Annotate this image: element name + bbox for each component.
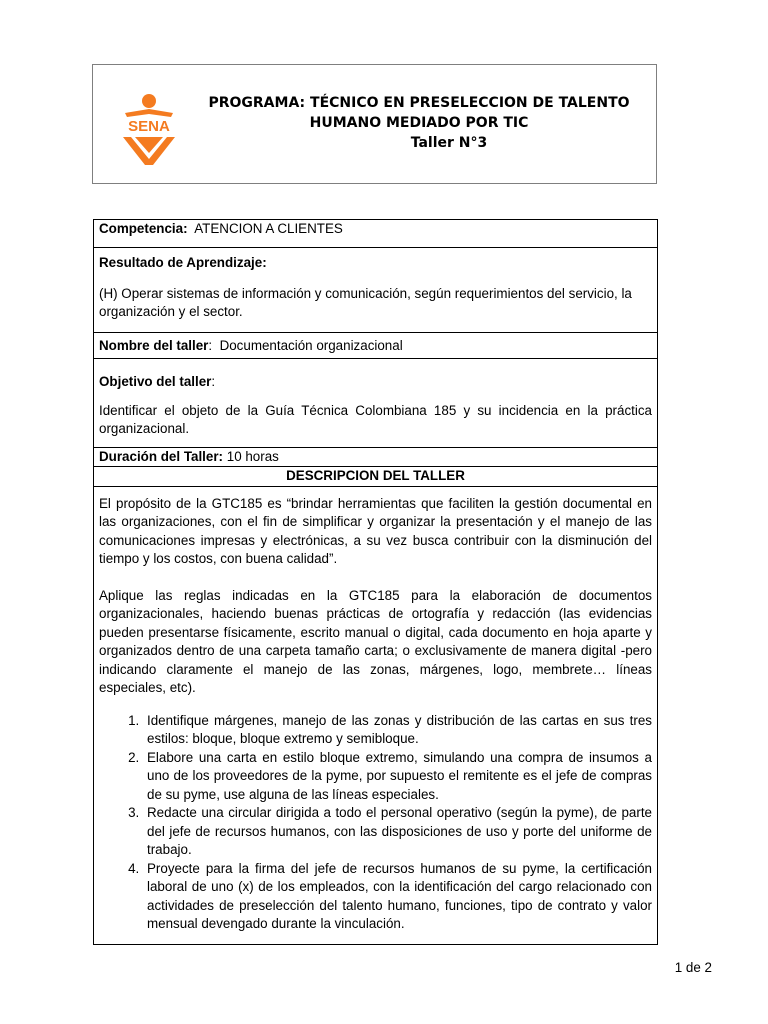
nombre-value: Documentación organizacional [219,337,403,353]
description-paragraph-1: El propósito de la GTC185 es “brindar herramientas que faciliten la gestión documental en las organizaciones, con el fin de simplificar y organizar la presentación y el manejo de las comunicaciones impresas y electrónicas, a su vez busca contribuir con la disminución del tiempo y los costos, con buena calidad”. [99,495,652,566]
objetivo-label: Objetivo del taller [99,374,212,389]
title-line-3: Taller N°3 [410,135,488,151]
row-nombre: Nombre del taller: Documentación organizacional [94,332,658,359]
title-line-2: HUMANO MEDIADO POR TIC [309,115,529,131]
row-resultado [94,248,658,333]
task-list [99,712,652,934]
list-item: 4. Proyecte para la firma del jefe de recursos humanos de su pyme, la certificación laboral de uno (x) de los empleados, con la identificación del cargo relacionado con actividades de preselección del talento humano, funciones, tipo de contrato y valor mensual devengado durante la vinculación. [143,860,652,934]
objetivo-value: Identificar el objeto de la Guía Técnica Colombiana 185 y su incidencia en la práctica organizacional. [99,402,652,436]
competencia-value: ATENCION A CLIENTES [194,221,343,236]
svg-text:SENA: SENA [128,118,170,135]
duracion-value: 10 horas [226,448,279,464]
document-header [92,64,657,184]
descripcion-header: DESCRIPCION DEL TALLER [94,467,658,487]
title-line-1: PROGRAMA: TÉCNICO EN PRESELECCION DE TALENTO [208,95,630,111]
document-title [189,93,649,153]
row-duracion [94,447,658,467]
competencia-label: Competencia: [99,221,188,236]
list-item: 2. Elabore una carta en estilo bloque extremo, simulando una compra de insumos a uno de los proveedores de la pyme, por supuesto el remitente es el jefe de compras de su pyme, use alguna de las líneas especiales. [143,749,652,805]
list-item: 1. Identifique márgenes, manejo de las zonas y distribución de las cartas en sus tres estilos: bloque, bloque extremo y semibloque. [143,712,652,749]
resultado-label: Resultado de Aprendizaje: [99,255,267,270]
workshop-table [93,219,658,945]
page-number: 1 de 2 [674,960,712,975]
row-competencia [94,220,658,248]
nombre-label: Nombre del taller [99,337,209,353]
row-descripcion [94,486,658,944]
description-paragraph-2: Aplique las reglas indicadas en la GTC185 para la elaboración de documentos organizacionales, haciendo buenas prácticas de ortografía y redacción (las evidencias pueden presentarse físicamente, escrito manual o digital, cada documento en hoja aparte y organizados dentro de una carpeta tamaño carta; o exclusivamente de manera digital -pero indicando claramente el manejo de las zonas, márgenes, logo, membrete… líneas especiales, etc). [99,587,652,695]
duracion-label: Duración del Taller: [99,448,224,464]
list-item: 3. Redacte una circular dirigida a todo el personal operativo (según la pyme), de parte del jefe de recursos humanos, con las disposiciones de uso y porte del uniforme de trabajo. [143,804,652,860]
row-descripcion-header [94,467,658,487]
sena-logo-icon [117,93,181,165]
resultado-value: (H) Operar sistemas de información y comunicación, según requerimientos del servicio, la organización y el sector. [99,285,632,319]
row-objetivo: Objetivo del taller: Identificar el objeto de la Guía Técnica Colombiana 185 y su incidencia en la práctica organizacional. [94,359,658,448]
